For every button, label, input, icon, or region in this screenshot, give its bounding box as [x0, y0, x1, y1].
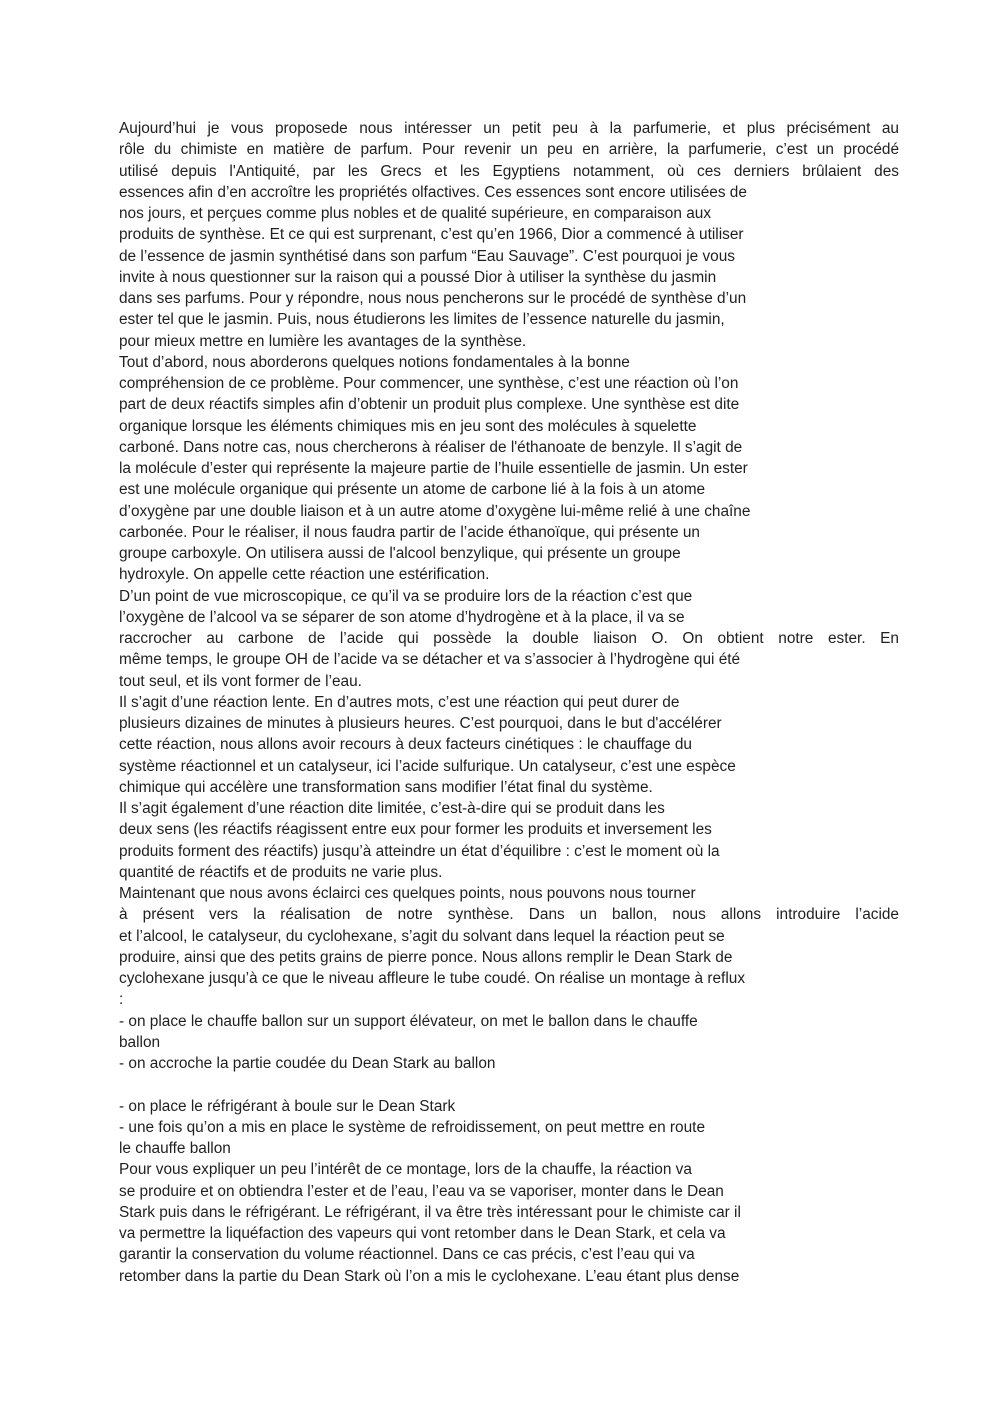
text-line: - on place le chauffe ballon sur un support élévateur, on met le ballon dans le chauffe: [119, 1012, 698, 1030]
text-line: nos jours, et perçues comme plus nobles et de qualité supérieure, en comparaison aux: [119, 205, 712, 222]
text-line: d’oxygène par une double liaison et à un autre atome d’oxygène lui-même relié à une chaîne: [119, 502, 751, 520]
text-line: quantité de réactifs et de produits ne varie plus.: [119, 863, 443, 881]
text-line: cyclohexane jusqu’à ce que le niveau affleure le tube coudé. On réalise un montage à reflux: [119, 970, 746, 987]
text-line: - une fois qu’on a mis en place le système de refroidissement, on peut mettre en route: [119, 1118, 706, 1136]
text-line: Il s’agit également d’une réaction dite limitée, c’est-à-dire qui se produit dans les: [119, 800, 665, 817]
text-line: carboné. Dans notre cas, nous chercherons à réaliser de l'éthanoate de benzyle. Il s’agit de: [119, 438, 743, 456]
text-line: invite à nous questionner sur la raison qui a poussé Dior à utiliser la synthèse du jasmin: [119, 268, 717, 286]
text-line: tout seul, et ils vont former de l’eau.: [119, 672, 362, 690]
text-line: essences afin d’en accroître les propriétés olfactives. Ces essences sont encore utilisées de: [119, 183, 747, 201]
text-line: - on place le réfrigérant à boule sur le Dean Stark: [119, 1097, 456, 1115]
text-line: à présent vers la réalisation de notre synthèse. Dans un ballon, nous allons introduire l’acide: [119, 906, 899, 924]
text-line: Stark puis dans le réfrigérant. Le réfrigérant, il va être très intéressant pour le chimiste car il: [119, 1203, 741, 1221]
text-line: la molécule d’ester qui représente la majeure partie de l’huile essentielle de jasmin. Un ester: [119, 460, 748, 477]
text-line: [119, 1074, 899, 1095]
text-line: de l’essence de jasmin synthétisé dans son parfum “Eau Sauvage”. C’est pourquoi je vous: [119, 247, 735, 265]
text-line: - on accroche la partie coudée du Dean Stark au ballon: [119, 1055, 496, 1072]
text-line: deux sens (les réactifs réagissent entre eux pour former les produits et inversement les: [119, 821, 712, 839]
text-line: Tout d’abord, nous aborderons quelques notions fondamentales à la bonne: [119, 353, 630, 371]
text-line: retomber dans la partie du Dean Stark où l’on a mis le cyclohexane. L’eau étant plus dense: [119, 1267, 740, 1285]
text-line: produits de synthèse. Et ce qui est surprenant, c’est qu’en 1966, Dior a commencé à utiliser: [119, 226, 744, 244]
body-text: [119, 118, 899, 1287]
text-line: même temps, le groupe OH de l’acide va se détacher et va s’associer à l’hydrogène qui été: [119, 651, 741, 669]
text-line: dans ses parfums. Pour y répondre, nous nous pencherons sur le procédé de synthèse d’un: [119, 290, 747, 307]
text-line: garantir la conservation du volume réactionnel. Dans ce cas précis, c’est l’eau qui va: [119, 1246, 695, 1264]
text-line: Aujourd’hui je vous proposede nous intéresser un petit peu à la parfumerie, et plus précisément au: [119, 120, 899, 137]
text-line: le chauffe ballon: [119, 1140, 231, 1157]
text-line: compréhension de ce problème. Pour commencer, une synthèse, c’est une réaction où l’on: [119, 375, 739, 392]
text-line: utilisé depuis l'Antiquité, par les Grecs et les Egyptiens notamment, où ces derniers brûlaient des: [119, 162, 899, 180]
text-line: l’oxygène de l’alcool va se séparer de son atome d’hydrogène et à la place, il va se: [119, 608, 685, 626]
text-line: raccrocher au carbone de l’acide qui possède la double liaison O. On obtient notre ester. En: [119, 630, 899, 647]
text-line: carbonée. Pour le réaliser, il nous faudra partir de l’acide éthanoïque, qui présente un: [119, 523, 700, 541]
text-line: et l’alcool, le catalyseur, du cyclohexane, s’agit du solvant dans lequel la réaction peut se: [119, 927, 725, 945]
text-line: pour mieux mettre en lumière les avantages de la synthèse.: [119, 332, 527, 350]
text-line: plusieurs dizaines de minutes à plusieurs heures. C’est pourquoi, dans le but d'accélérer: [119, 715, 722, 732]
text-line: D’un point de vue microscopique, ce qu’il va se produire lors de la réaction c’est que: [119, 587, 693, 605]
text-line: chimique qui accélère une transformation sans modifier l’état final du système.: [119, 778, 653, 796]
text-line: Il s’agit d’une réaction lente. En d’autres mots, c’est une réaction qui peut durer de: [119, 693, 680, 711]
text-line: cette réaction, nous allons avoir recours à deux facteurs cinétiques : le chauffage du: [119, 736, 692, 754]
text-line: va permettre la liquéfaction des vapeurs qui vont retomber dans le Dean Stark, et cela va: [119, 1225, 726, 1242]
text-line: système réactionnel et un catalyseur, ici l’acide sulfurique. Un catalyseur, c’est une espèce: [119, 757, 736, 775]
text-line: produits forment des réactifs) jusqu’à atteindre un état d’équilibre : c’est le moment où la: [119, 842, 720, 860]
text-line: se produire et on obtiendra l’ester et de l’eau, l’eau va se vaporiser, monter dans le Dean: [119, 1182, 724, 1200]
text-line: Pour vous expliquer un peu l’intérêt de ce montage, lors de la chauffe, la réaction va: [119, 1161, 692, 1179]
text-line: hydroxyle. On appelle cette réaction une estérification.: [119, 566, 490, 584]
text-line: Maintenant que nous avons éclairci ces quelques points, nous pouvons nous tourner: [119, 885, 696, 902]
text-line: est une molécule organique qui présente un atome de carbone lié à la fois à un atome: [119, 481, 706, 499]
text-line: rôle du chimiste en matière de parfum. Pour revenir un peu en arrière, la parfumerie, c’est un procédé: [119, 141, 899, 159]
text-line: :: [119, 991, 124, 1009]
text-line: groupe carboxyle. On utilisera aussi de l'alcool benzylique, qui présente un groupe: [119, 545, 681, 562]
text-line: ester tel que le jasmin. Puis, nous étudierons les limites de l’essence naturelle du jasmin,: [119, 311, 725, 329]
text-line: part de deux réactifs simples afin d’obtenir un produit plus complexe. Une synthèse est dite: [119, 396, 740, 414]
text-line: organique lorsque les éléments chimiques mis en jeu sont des molécules à squelette: [119, 417, 697, 435]
text-line: produire, ainsi que des petits grains de pierre ponce. Nous allons remplir le Dean Stark de: [119, 948, 733, 966]
text-line: ballon: [119, 1033, 161, 1051]
